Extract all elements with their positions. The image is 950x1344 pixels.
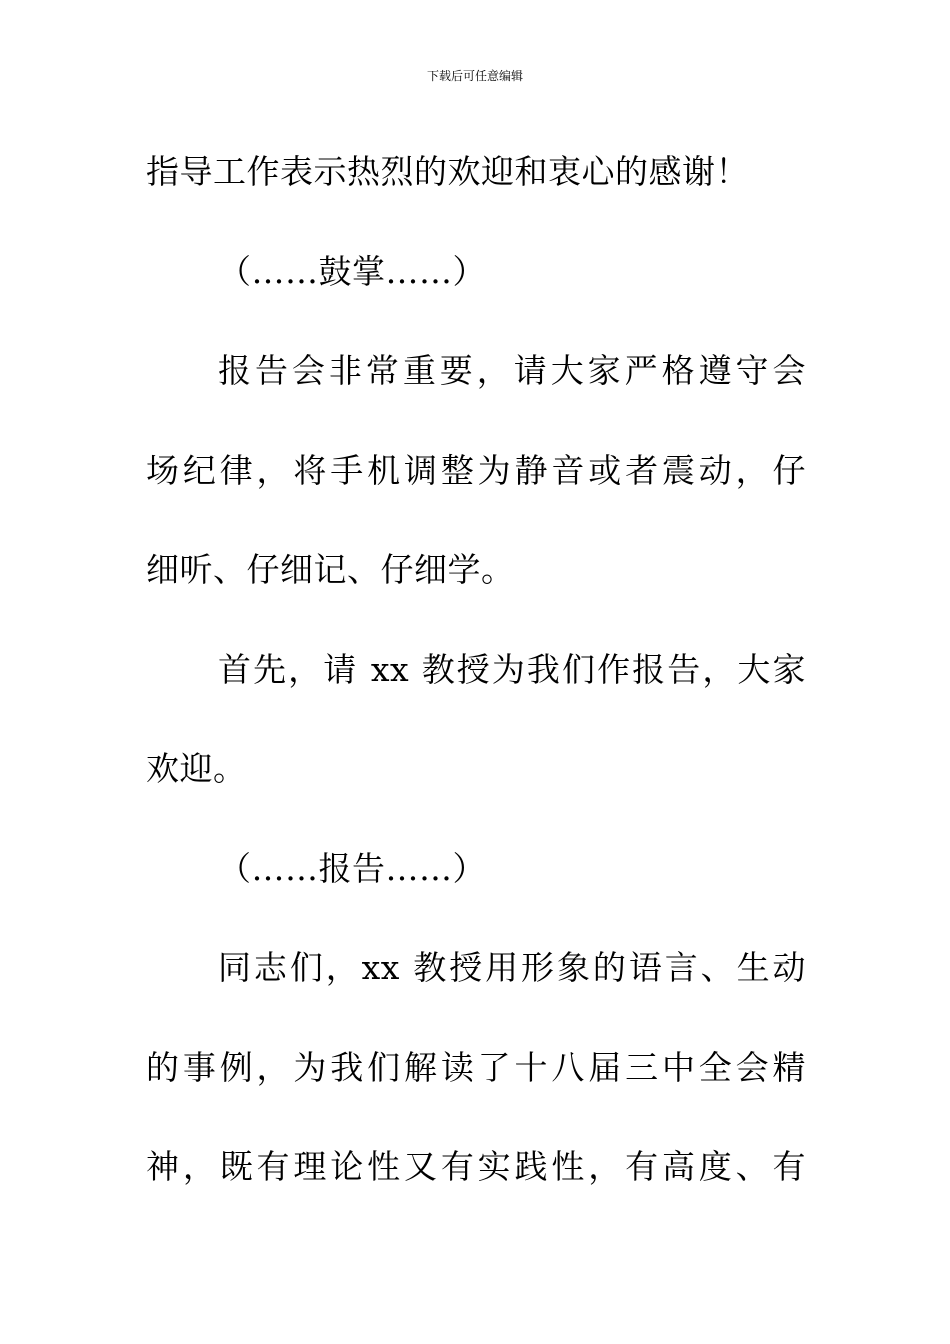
- text-line-applause: （……鼓掌……）: [218, 251, 486, 291]
- document-body: [146, 122, 806, 1217]
- page-header-note: 下载后可任意编辑: [426, 69, 523, 83]
- text-line: 指导工作表示热烈的欢迎和衷心的感谢！: [146, 152, 749, 191]
- text-line: 欢迎。: [146, 749, 247, 788]
- text-line: 首先，请 xx 教授为我们作报告，大家: [218, 649, 806, 689]
- text-line: 场纪律，将手机调整为静音或者震动，仔: [146, 450, 806, 490]
- text-line: 同志们，xx 教授用形象的语言、生动: [218, 948, 806, 987]
- text-line: 的事例，为我们解读了十八届三中全会精: [146, 1047, 806, 1087]
- text-line: 神，既有理论性又有实践性，有高度、有: [146, 1147, 806, 1186]
- text-line: 细听、仔细记、仔细学。: [146, 550, 515, 589]
- text-line: 报告会非常重要，请大家严格遵守会: [218, 351, 806, 390]
- text-line-report: （……报告……）: [218, 848, 486, 888]
